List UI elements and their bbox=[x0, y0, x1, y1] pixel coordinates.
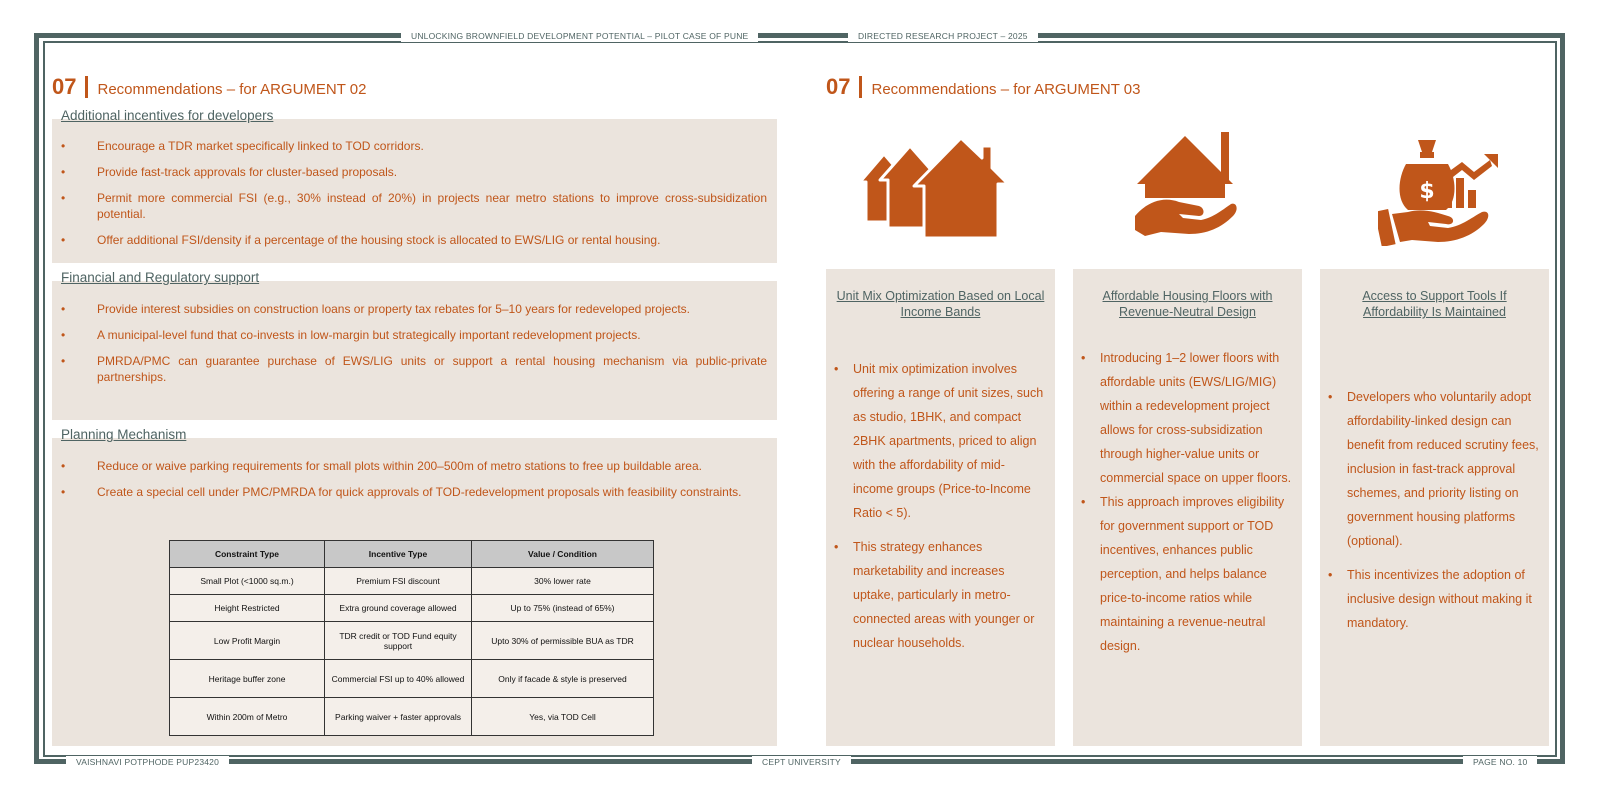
table-cell: Extra ground coverage allowed bbox=[325, 595, 472, 622]
table-cell: TDR credit or TOD Fund equity support bbox=[325, 622, 472, 660]
table-cell: Only if facade & style is preserved bbox=[472, 660, 654, 698]
list-item: • Create a special cell under PMC/PMRDA for quick approvals of TOD-redevelopment proposals with feasibility constraints. bbox=[52, 484, 777, 500]
houses-icon bbox=[858, 136, 1021, 240]
table-row bbox=[170, 595, 654, 622]
header-course-title: DIRECTED RESEARCH PROJECT – 2025 bbox=[848, 30, 1038, 42]
list-item: • A municipal-level fund that co-invests in low-margin but strategically important redevelopment projects. bbox=[52, 327, 777, 343]
table-cell: Parking waiver + faster approvals bbox=[325, 698, 472, 736]
list-item: • Introducing 1–2 lower floors with affordable units (EWS/LIG/MIG) within a redevelopment project allows for cross-subsidization through higher-value units or commercial space on upper floors. bbox=[1073, 346, 1302, 490]
list-item: • PMRDA/PMC can guarantee purchase of EWS/LIG units or support a rental housing mechanism via public-private partnerships. bbox=[52, 353, 777, 385]
table-cell: Within 200m of Metro bbox=[170, 698, 325, 736]
planning-list bbox=[52, 458, 777, 510]
list-item: • Encourage a TDR market specifically linked to TOD corridors. bbox=[52, 138, 777, 154]
table-cell: Heritage buffer zone bbox=[170, 660, 325, 698]
list-item: • This strategy enhances marketability and increases uptake, particularly in metro-connected areas with younger or nuclear households. bbox=[826, 535, 1055, 655]
card-title: Access to Support Tools If Affordability Is Maintained bbox=[1362, 289, 1507, 319]
card-affordable-floors bbox=[1073, 269, 1302, 746]
table-row bbox=[170, 660, 654, 698]
list-item: • This incentivizes the adoption of inclusive design without making it mandatory. bbox=[1320, 563, 1549, 635]
list-item: • Unit mix optimization involves offering a range of unit sizes, such as studio, 1BHK, and compact 2BHK apartments, priced to align with the affordability of mid-income groups (Price-to-Income Ratio < 5). bbox=[826, 357, 1055, 525]
incentives-heading: Additional incentives for developers bbox=[61, 108, 274, 123]
card-list bbox=[1320, 385, 1549, 645]
table-cell: Commercial FSI up to 40% allowed bbox=[325, 660, 472, 698]
incentive-table bbox=[169, 540, 654, 736]
footer-institution: CEPT UNIVERSITY bbox=[752, 756, 851, 768]
table-cell: Up to 75% (instead of 65%) bbox=[472, 595, 654, 622]
table-cell: Low Profit Margin bbox=[170, 622, 325, 660]
card-list bbox=[1073, 346, 1302, 668]
left-section-title bbox=[52, 74, 366, 100]
table-cell: Yes, via TOD Cell bbox=[472, 698, 654, 736]
table-row bbox=[170, 698, 654, 736]
list-item: • Offer additional FSI/density if a percentage of the housing stock is allocated to EWS/LIG or rental housing. bbox=[52, 232, 777, 248]
financial-list bbox=[52, 301, 777, 395]
house-in-hand-icon bbox=[1133, 132, 1237, 238]
table-cell: Small Plot (<1000 sq.m.) bbox=[170, 568, 325, 595]
list-item: • This approach improves eligibility for government support or TOD incentives, enhances public perception, and helps balance price-to-income ratios while maintaining a revenue-neutral design. bbox=[1073, 490, 1302, 658]
list-item: • Provide fast-track approvals for cluster-based proposals. bbox=[52, 164, 777, 180]
right-section-number: 07 bbox=[826, 74, 851, 99]
table-cell: Upto 30% of permissible BUA as TDR bbox=[472, 622, 654, 660]
title-divider bbox=[85, 76, 88, 98]
table-cell: 30% lower rate bbox=[472, 568, 654, 595]
table-header-cell: Constraint Type bbox=[170, 541, 325, 568]
title-divider bbox=[859, 76, 862, 98]
header-project-title: UNLOCKING BROWNFIELD DEVELOPMENT POTENTIAL – PILOT CASE OF PUNE bbox=[401, 30, 758, 42]
planning-heading: Planning Mechanism bbox=[61, 427, 187, 442]
card-unit-mix bbox=[826, 269, 1055, 746]
card-list bbox=[826, 357, 1055, 665]
footer-page-number: PAGE NO. 10 bbox=[1463, 756, 1537, 768]
list-item: • Permit more commercial FSI (e.g., 30% instead of 20%) in projects near metro stations to improve cross-subsidization potential. bbox=[52, 190, 777, 222]
table-header-cell: Incentive Type bbox=[325, 541, 472, 568]
table-header-row bbox=[170, 541, 654, 568]
list-item: • Developers who voluntarily adopt affordability-linked design can benefit from reduced scrutiny fees, inclusion in fast-track approval schemes, and priority listing on government housing platforms (optional). bbox=[1320, 385, 1549, 553]
left-section-number: 07 bbox=[52, 74, 77, 99]
incentives-box bbox=[52, 119, 777, 263]
table-row bbox=[170, 568, 654, 595]
footer-author: VAISHNAVI POTPHODE PUP23420 bbox=[66, 756, 229, 768]
financial-box bbox=[52, 281, 777, 420]
svg-text:$: $ bbox=[1419, 179, 1435, 204]
card-title: Affordable Housing Floors with Revenue-Neutral Design bbox=[1102, 289, 1273, 319]
list-item: • Provide interest subsidies on construction loans or property tax rebates for 5–10 years for redeveloped projects. bbox=[52, 301, 777, 317]
list-item: • Reduce or waive parking requirements for small plots within 200–500m of metro stations to free up buildable area. bbox=[52, 458, 777, 474]
left-section-heading: Recommendations – for ARGUMENT 02 bbox=[97, 80, 367, 98]
financial-heading: Financial and Regulatory support bbox=[61, 270, 260, 285]
right-section-heading: Recommendations – for ARGUMENT 03 bbox=[871, 80, 1141, 98]
incentives-list bbox=[52, 138, 777, 258]
card-support-tools bbox=[1320, 269, 1549, 746]
table-cell: Premium FSI discount bbox=[325, 568, 472, 595]
table-cell: Height Restricted bbox=[170, 595, 325, 622]
money-bag-hand-icon bbox=[1378, 138, 1500, 246]
table-row bbox=[170, 622, 654, 660]
card-title: Unit Mix Optimization Based on Local Income Bands bbox=[836, 289, 1045, 319]
right-section-title bbox=[826, 74, 1140, 100]
table-header-cell: Value / Condition bbox=[472, 541, 654, 568]
